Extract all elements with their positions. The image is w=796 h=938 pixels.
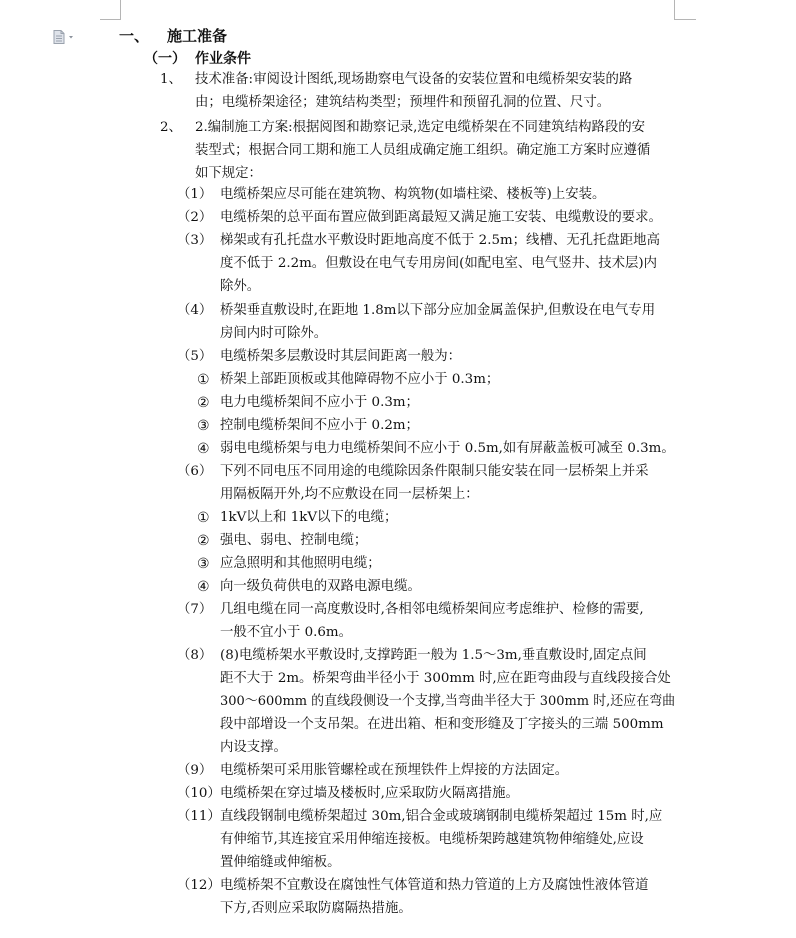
rule-number: （6） bbox=[177, 464, 213, 479]
sub-item-number: ④ bbox=[197, 579, 210, 595]
rule-text-line: 用隔板隔开外,均不应敷设在同一层桥架上： bbox=[220, 487, 479, 502]
rule-number: （4） bbox=[177, 303, 213, 318]
rule-text-line: 置伸缩缝或伸缩板。 bbox=[220, 855, 341, 870]
sub-item-text-line: 桥架上部距顶板或其他障碍物不应小于 0.3m； bbox=[220, 372, 500, 387]
rule-text-line: 下方,否则应采取防腐隔热措施。 bbox=[220, 901, 412, 916]
sub-item-number: ④ bbox=[197, 441, 210, 457]
sub-item-number: ① bbox=[197, 372, 210, 388]
document-outline-icon[interactable] bbox=[53, 29, 75, 43]
sub-item-number: ③ bbox=[197, 418, 210, 434]
rule-number: （1） bbox=[177, 187, 213, 202]
rule-number: （2） bbox=[177, 210, 213, 225]
rule-number: （3） bbox=[177, 233, 213, 248]
rule-number: （5） bbox=[177, 349, 213, 364]
rule-text-line: 下列不同电压不同用途的电缆除因条件限制只能安装在同一层桥架上并采 bbox=[220, 464, 649, 479]
item-number: 2、 bbox=[160, 120, 182, 135]
sub-item-text-line: 1kV以上和 1kV以下的电缆； bbox=[220, 510, 398, 525]
sub-item-text-line: 向一级负荷供电的双路电源电缆。 bbox=[220, 579, 421, 594]
rule-text-line: 桥架垂直敷设时,在距地 1.8m以下部分应加金属盖保护,但敷设在电气专用 bbox=[220, 303, 656, 318]
item-text-line: 2.编制施工方案:根据阅图和勘察记录,选定电缆桥架在不同建筑结构路段的安 bbox=[195, 120, 646, 135]
heading-1-title: 施工准备 bbox=[167, 27, 228, 45]
rule-number: （11） bbox=[177, 809, 221, 824]
sub-item-number: ② bbox=[197, 395, 210, 411]
item-text-line: 如下规定： bbox=[195, 166, 262, 181]
item-text-line: 由；电缆桥架途径；建筑结构类型；预埋件和预留孔洞的位置、尺寸。 bbox=[195, 95, 611, 110]
rule-text-line: 直线段钢制电缆桥架超过 30m,铝合金或玻璃钢制电缆桥架超过 15m 时,应 bbox=[220, 809, 663, 824]
rule-text-line: 300～600mm 的直线段侧设一个支撑,当弯曲半径大于 300mm 时,还应在弯曲 bbox=[220, 694, 676, 709]
rule-number: （8） bbox=[177, 648, 213, 663]
crop-mark-left-horizontal bbox=[100, 19, 121, 20]
heading-2-number: （一） bbox=[144, 51, 186, 67]
crop-mark-left-vertical bbox=[120, 0, 121, 19]
rule-number: （12） bbox=[177, 878, 221, 893]
rule-text-line: 距不大于 2m。桥架弯曲半径小于 300mm 时,应在距弯曲段与直线段接合处 bbox=[220, 671, 671, 686]
rule-text-line: 电缆桥架可采用胀管螺栓或在预埋铁件上焊接的方法固定。 bbox=[220, 763, 569, 778]
sub-item-text-line: 强电、弱电、控制电缆； bbox=[220, 533, 368, 548]
item-number: 1、 bbox=[160, 72, 182, 87]
rule-text-line: 房间内时可除外。 bbox=[220, 326, 328, 341]
sub-item-text-line: 控制电缆桥架间不应小于 0.2m； bbox=[220, 418, 419, 433]
rule-text-line: 内设支撑。 bbox=[220, 740, 287, 755]
rule-text-line: 电缆桥架在穿过墙及楼板时,应采取防火隔离措施。 bbox=[220, 786, 519, 801]
crop-mark-right-vertical bbox=[674, 0, 675, 19]
sub-item-number: ② bbox=[197, 533, 210, 549]
rule-number: （10） bbox=[177, 786, 221, 801]
rule-text-line: 一般不宜小于 0.6m。 bbox=[220, 625, 352, 640]
heading-1-number: 一、 bbox=[119, 27, 150, 45]
rule-text-line: 梯架或有孔托盘水平敷设时距地高度不低于 2.5m；线槽、无孔托盘距地高 bbox=[220, 233, 660, 248]
rule-number: （7） bbox=[177, 602, 213, 617]
rule-text-line: 电缆桥架应尽可能在建筑物、构筑物(如墙柱梁、楼板等)上安装。 bbox=[220, 187, 606, 202]
sub-item-text-line: 电力电缆桥架间不应小于 0.3m； bbox=[220, 395, 419, 410]
rule-text-line: 段中部增设一个支吊架。在进出箱、柜和变形缝及丁字接头的三端 500mm bbox=[220, 717, 664, 732]
item-text-line: 技术准备:审阅设计图纸,现场勘察电气设备的安装位置和电缆桥架安装的路 bbox=[195, 72, 633, 87]
sub-item-number: ① bbox=[197, 510, 210, 526]
sub-item-text-line: 弱电电缆桥架与电力电缆桥架间不应小于 0.5m,如有屏蔽盖板可减至 0.3m。 bbox=[220, 441, 675, 456]
rule-text-line: 除外。 bbox=[220, 279, 261, 294]
crop-mark-right-horizontal bbox=[674, 19, 696, 20]
item-text-line: 装型式；根据合同工期和施工人员组成确定施工组织。确定施工方案时应遵循 bbox=[195, 143, 651, 158]
rule-text-line: 几组电缆在同一高度敷设时,各相邻电缆桥架间应考虑维护、检修的需要, bbox=[220, 602, 644, 617]
heading-2-title: 作业条件 bbox=[195, 51, 251, 67]
rule-text-line: 电缆桥架不宜敷设在腐蚀性气体管道和热力管道的上方及腐蚀性液体管道 bbox=[220, 878, 649, 893]
rule-text-line: 电缆桥架多层敷设时其层间距离一般为： bbox=[220, 349, 462, 364]
rule-text-line: (8)电缆桥架水平敷设时,支撑跨距一般为 1.5～3m,垂直敷设时,固定点间 bbox=[220, 648, 647, 663]
rule-text-line: 度不低于 2.2m。但敷设在电气专用房间(如配电室、电气竖井、技术层)内 bbox=[220, 256, 658, 271]
sub-item-number: ③ bbox=[197, 556, 210, 572]
rule-text-line: 电缆桥架的总平面布置应做到距离最短又满足施工安装、电缆敷设的要求。 bbox=[220, 210, 662, 225]
rule-number: （9） bbox=[177, 763, 213, 778]
sub-item-text-line: 应急照明和其他照明电缆； bbox=[220, 556, 381, 571]
rule-text-line: 有伸缩节,其连接宜采用伸缩连接板。电缆桥架跨越建筑物伸缩缝处,应设 bbox=[220, 832, 644, 847]
